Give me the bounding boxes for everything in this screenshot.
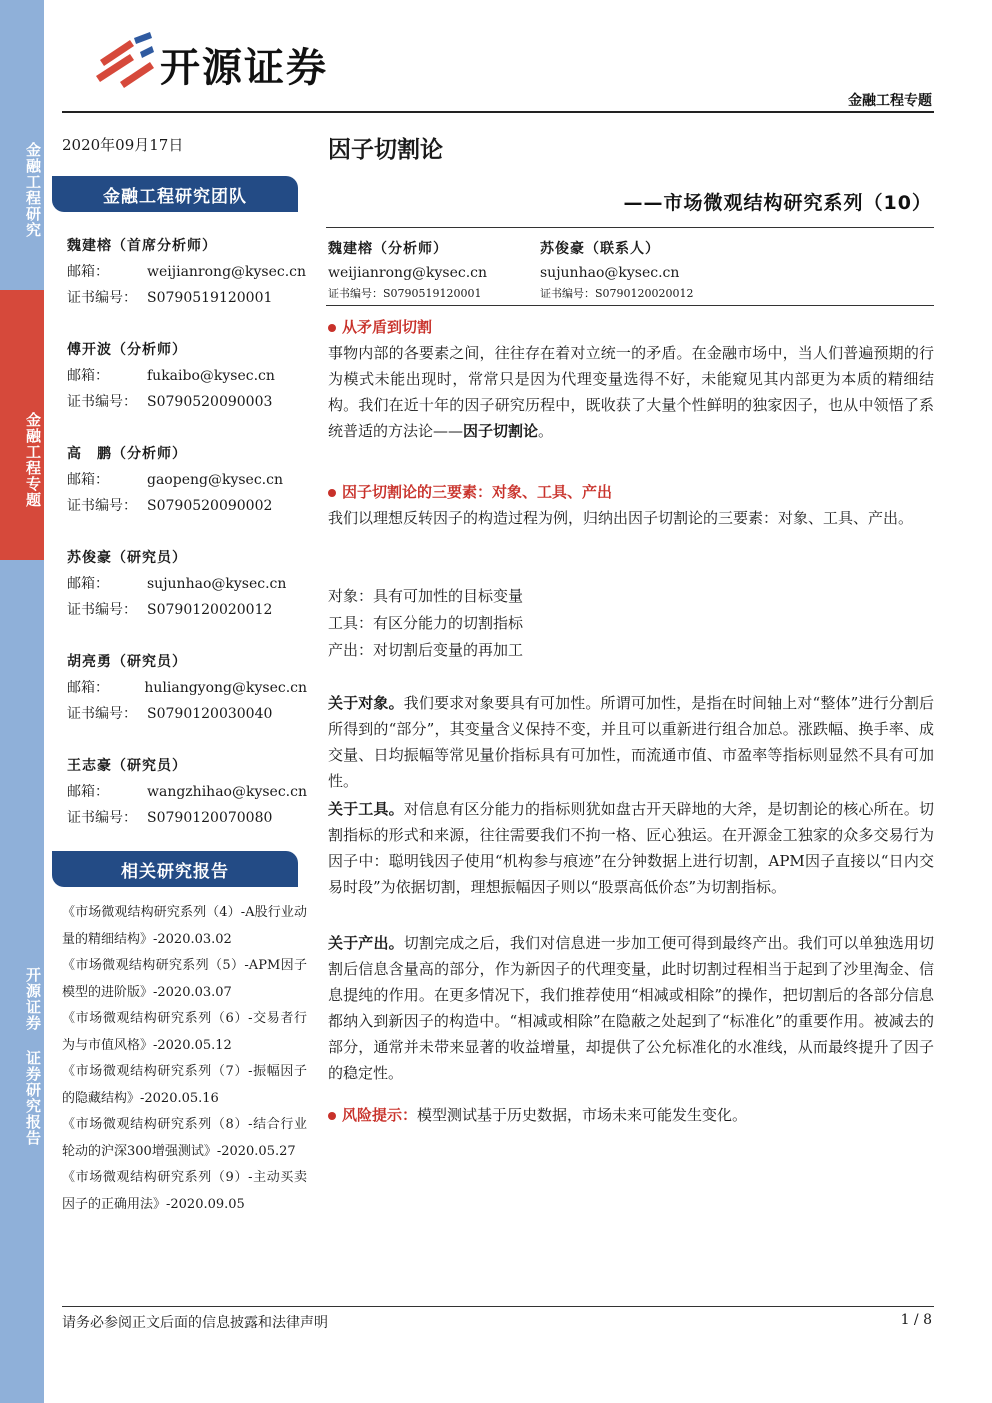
element-line: 产出：对切割后变量的再加工 [328, 641, 524, 659]
analyst-cert: S0790120030040 [147, 706, 273, 722]
analyst-cert: S0790120020012 [147, 602, 273, 618]
cert-label: 证书编号： [67, 290, 137, 306]
output-paragraph [328, 930, 934, 1086]
bullet-icon [328, 1112, 336, 1120]
team-banner: 金融工程研究团队 [52, 176, 298, 212]
related-report-link[interactable]: 《市场微观结构研究系列（7）-振幅因子的隐藏结构》-2020.05.16 [62, 1064, 307, 1106]
bullet-icon [328, 489, 336, 497]
cert-label: 证书编号： [67, 602, 137, 618]
email-label: 邮箱： [67, 576, 109, 592]
page-number: 1 / 8 [900, 1312, 932, 1328]
cert-label: 证书编号： [67, 810, 137, 826]
analyst-email[interactable]: fukaibo@kysec.cn [147, 368, 275, 384]
analyst-name: 苏俊豪（研究员） [67, 550, 187, 566]
side-tab-securities-report: 开源证券 证券研究报告 [0, 560, 44, 1403]
logo-text: 开源证券 [160, 45, 328, 91]
related-reports-banner: 相关研究报告 [52, 851, 298, 887]
para-bold-text: 关于产出。 [328, 934, 404, 952]
side-tab-financial-topic: 金融工程专题 [0, 290, 44, 560]
author-name: 魏建榕（分析师） [328, 241, 448, 257]
analyst-block [67, 545, 307, 623]
cert-label: 证书编号： [67, 706, 137, 722]
analyst-name: 魏建榕（首席分析师） [67, 238, 217, 254]
author-name: 苏俊豪（联系人） [540, 241, 660, 257]
analyst-email[interactable]: weijianrong@kysec.cn [147, 264, 307, 280]
email-label: 邮箱： [67, 472, 109, 488]
author-divider [326, 305, 934, 306]
analyst-cert: S0790520090002 [147, 498, 273, 514]
header-report-type: 金融工程专题 [848, 93, 932, 109]
related-report-link[interactable]: 《市场微观结构研究系列（4）-A股行业动量的精细结构》-2020.03.02 [62, 905, 307, 947]
bullet-icon [328, 324, 336, 332]
cert-label: 证书编号： [67, 394, 137, 410]
analyst-cert: S0790120070080 [147, 810, 273, 826]
header-divider [62, 111, 934, 113]
tool-paragraph [328, 796, 934, 900]
related-report-link[interactable]: 《市场微观结构研究系列（5）-APM因子模型的进阶版》-2020.03.07 [62, 958, 307, 1000]
risk-text: 模型测试基于历史数据，市场未来可能发生变化。 [417, 1106, 748, 1124]
author-block [540, 238, 694, 302]
element-line: 工具：有区分能力的切割指标 [328, 614, 524, 632]
author-email[interactable]: weijianrong@kysec.cn [328, 265, 488, 281]
analyst-email[interactable]: gaopeng@kysec.cn [147, 472, 283, 488]
section-heading-text: 因子切割论的三要素：对象、工具、产出 [342, 483, 613, 501]
analyst-name: 高 鹏（分析师） [67, 446, 187, 462]
email-label: 邮箱： [67, 680, 109, 696]
para-text: 事物内部的各要素之间，往往存在着对立统一的矛盾。在金融市场中，当人们普遍预期的行为模式未能出现时，常常只是因为代理变量选得不好，未能窥见其内部更为本质的精细结构。我们在近十年的因子研究历程中，既收获了大量个性鲜明的独家因子，也从中领悟了系统普适的方法论—— [328, 344, 934, 440]
risk-note [328, 1104, 747, 1125]
section-heading [328, 316, 432, 337]
related-report-link[interactable]: 《市场微观结构研究系列（8）-结合行业轮动的沪深300增强测试》-2020.05.27 [62, 1117, 307, 1159]
related-report-link[interactable]: 《市场微观结构研究系列（6）-交易者行为与市值风格》-2020.05.12 [62, 1011, 307, 1053]
subtitle-divider [326, 227, 934, 228]
analyst-name: 王志豪（研究员） [67, 758, 187, 774]
author-cert: 证书编号：S0790120020012 [540, 287, 694, 300]
object-paragraph [328, 690, 934, 794]
analyst-email[interactable]: sujunhao@kysec.cn [147, 576, 287, 592]
analyst-name: 傅开波（分析师） [67, 342, 187, 358]
footer-divider [62, 1306, 934, 1307]
section-heading [328, 481, 612, 502]
section-paragraph [328, 340, 934, 444]
element-line: 对象：具有可加性的目标变量 [328, 587, 524, 605]
related-report-link[interactable]: 《市场微观结构研究系列（9）-主动买卖因子的正确用法》-2020.09.05 [62, 1170, 307, 1212]
analyst-block [67, 441, 307, 519]
analyst-email[interactable]: huliangyong@kysec.cn [144, 680, 307, 696]
section-heading-text: 从矛盾到切割 [342, 318, 433, 336]
analyst-cert: S0790520090003 [147, 394, 273, 410]
footer-disclaimer: 请务必参阅正文后面的信息披露和法律声明 [62, 1315, 328, 1331]
analyst-block [67, 233, 307, 311]
email-label: 邮箱： [67, 368, 109, 384]
author-cert: 证书编号：S0790519120001 [328, 287, 482, 300]
email-label: 邮箱： [67, 264, 109, 280]
section-paragraph: 我们以理想反转因子的构造过程为例，归纳出因子切割论的三要素：对象、工具、产出。 [328, 509, 914, 527]
analyst-cert: S0790519120001 [147, 290, 273, 306]
report-title: 因子切割论 [328, 137, 443, 163]
analyst-block [67, 753, 307, 831]
analyst-block [67, 337, 307, 415]
para-text: 对信息有区分能力的指标则犹如盘古开天辟地的大斧，是切割论的核心所在。切割指标的形式和来源，往往需要我们不拘一格、匠心独运。在开源金工独家的众多交易行为因子中：聪明钱因子使用“机构参与痕迹”在分钟数据上进行切割，APM因子直接以“日内交易时段”为依据切割，理想振幅因子则以“股票高低价态”为切割指标。 [328, 800, 934, 896]
report-date: 2020年09月17日 [62, 136, 184, 154]
para-text: 。 [538, 422, 554, 440]
email-label: 邮箱： [67, 784, 109, 800]
para-bold-text: 关于对象。 [328, 694, 404, 712]
para-bold-text: 关于工具。 [328, 800, 404, 818]
related-reports-list [62, 900, 307, 1218]
author-block [328, 238, 487, 302]
side-tab-financial-research: 金融工程研究 [0, 0, 44, 290]
para-text: 我们要求对象要具有可加性。所谓可加性，是指在时间轴上对“整体”进行分割后所得到的“部分”，其变量含义保持不变，并且可以重新进行组合加总。涨跌幅、换手率、成交量、日均振幅等常见量价指标具有可加性，而流通市值、市盈率等指标则显然不具有可加性。 [328, 694, 934, 790]
analyst-block [67, 649, 307, 727]
risk-label: 风险提示： [342, 1106, 418, 1124]
cert-label: 证书编号： [67, 498, 137, 514]
para-bold-text: 因子切割论 [463, 422, 539, 440]
analyst-name: 胡亮勇（研究员） [67, 654, 187, 670]
para-text: 切割完成之后，我们对信息进一步加工便可得到最终产出。我们可以单独选用切割后信息含量高的部分，作为新因子的代理变量，此时切割过程相当于起到了沙里淘金、信息提纯的作用。在更多情况下，我们推荐使用“相减或相除”的操作，把切割后的各部分信息都纳入到新因子的构造中。“相减或相除”在隐蔽之处起到了“标准化”的重要作用。被减去的部分，通常并未带来显著的收益增量，却提供了公允标准化的水准线，从而最终提升了因子的稳定性。 [328, 934, 934, 1082]
analyst-email[interactable]: wangzhihao@kysec.cn [147, 784, 307, 800]
author-email[interactable]: sujunhao@kysec.cn [540, 265, 680, 281]
report-subtitle: ——市场微观结构研究系列（10） [623, 192, 932, 214]
